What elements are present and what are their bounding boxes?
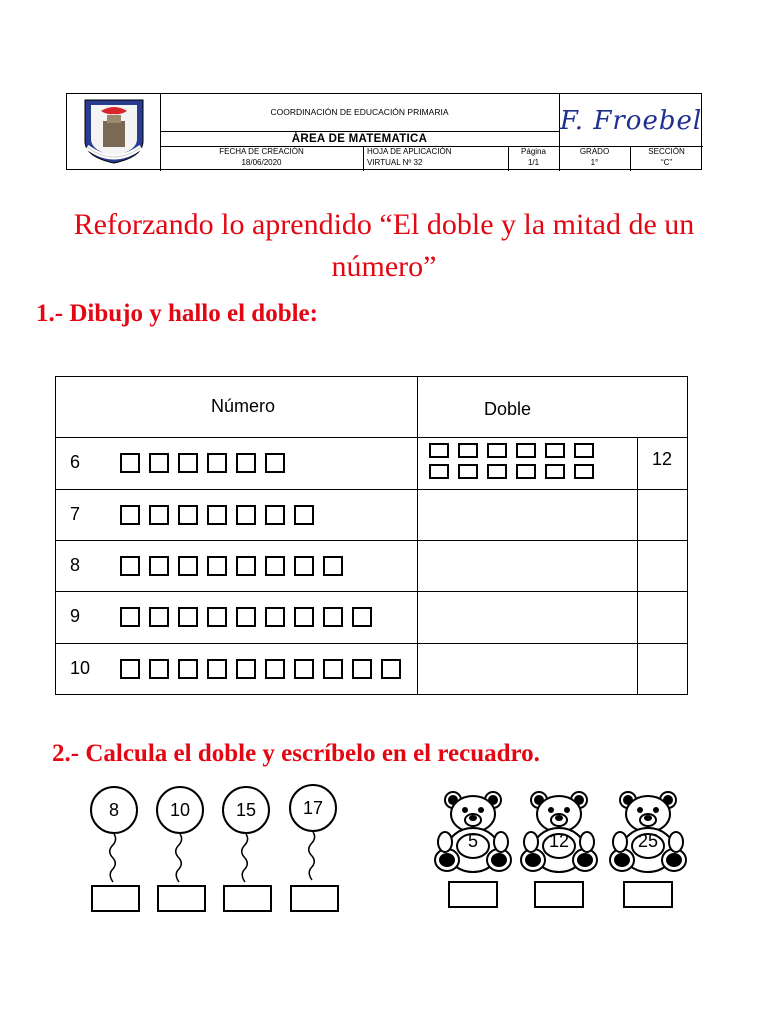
row-number: 6 [70, 452, 81, 472]
fecha-label: FECHA DE CREACIÓN [219, 147, 304, 156]
coordination-label: COORDINACIÓN DE EDUCACIÓN PRIMARIA [270, 107, 449, 117]
title-line-1: Reforzando lo aprendido “El doble y la mitad de un [73, 208, 695, 241]
row-number: 10 [70, 657, 91, 678]
bear-answer-box[interactable] [448, 881, 498, 908]
section-1-title: 1.- Dibujo y hallo el doble: [36, 300, 318, 327]
grado-value: 1° [590, 158, 599, 167]
fecha-value: 18/06/2020 [241, 158, 282, 167]
hoja-label: HOJA DE APLICACIÓN [367, 147, 452, 156]
title-line-2: número” [331, 250, 437, 283]
seccion-label: SECCIÓN [648, 147, 685, 156]
brand-logo-text: F. Froebel [559, 106, 703, 136]
balloon-number: 17 [289, 784, 337, 832]
bear-number: 12 [548, 831, 570, 851]
balloon-number: 10 [156, 786, 204, 834]
seccion-value: “C” [660, 158, 673, 167]
row-number: 8 [70, 554, 81, 575]
row-number: 7 [70, 503, 81, 524]
bear-number: 5 [467, 831, 478, 851]
pagina-label: Página [521, 147, 546, 156]
pagina-value: 1/1 [527, 158, 540, 167]
bear-answer-box[interactable] [534, 881, 584, 908]
double-answer: 12 [652, 449, 673, 469]
area-label: ÁREA DE MATEMATICA [291, 133, 428, 145]
column-header-numero: Número [211, 396, 276, 416]
bear-answer-box[interactable] [623, 881, 673, 908]
balloon-number: 15 [222, 786, 270, 834]
column-header-doble: Doble [484, 399, 532, 419]
bear-number: 25 [637, 831, 659, 851]
row-number: 9 [70, 606, 81, 626]
hoja-value: VIRTUAL Nº 32 [367, 158, 423, 167]
balloon-number: 8 [90, 786, 138, 834]
grado-label: GRADO [579, 147, 610, 156]
section-2-title: 2.- Calcula el doble y escríbelo en el recuadro. [52, 740, 540, 767]
